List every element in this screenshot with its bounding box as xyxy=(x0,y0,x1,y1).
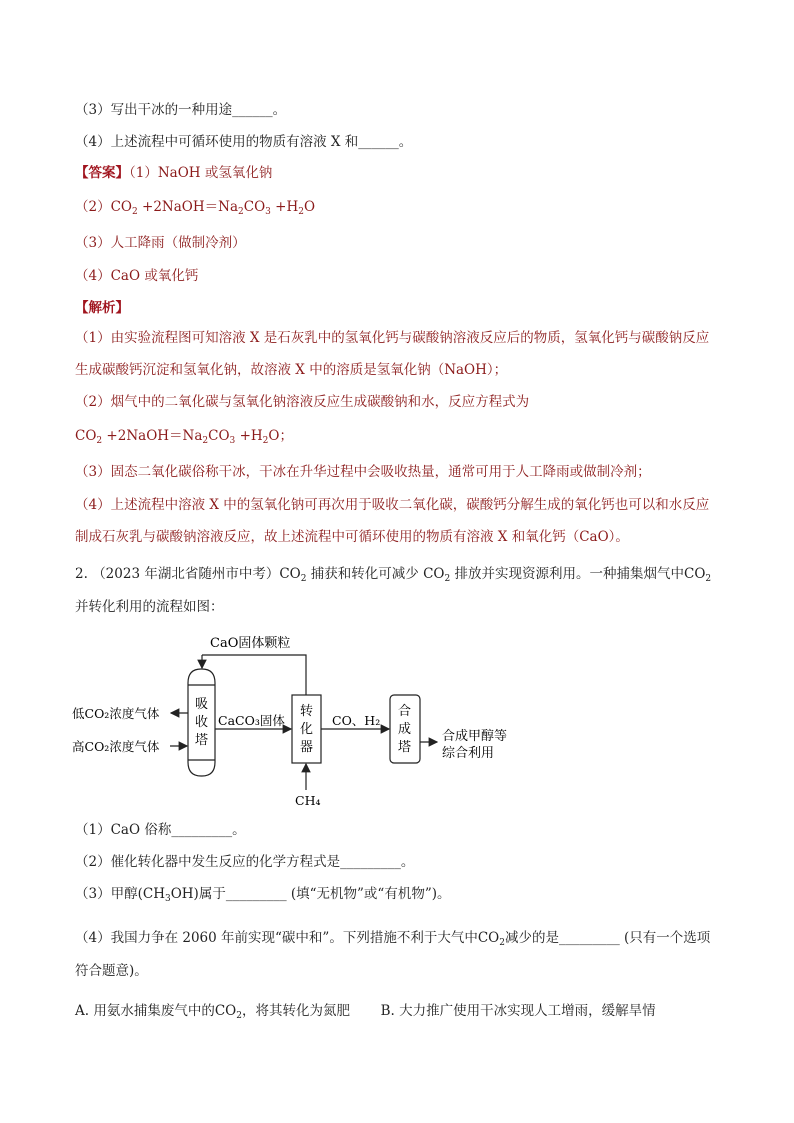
q2-sub3-b: )属于_________ (填“无机物”或“有机物”)。 xyxy=(193,886,451,902)
label-cao: CaO固体颗粒 xyxy=(210,636,291,651)
q1-part4: （4）上述流程中可循环使用的物质有溶液 X 和______。 xyxy=(75,134,413,150)
q2-intro-line1: 2. （2023 年湖北省随州市中考）$CO_2$ 捕获和转化可减少 $CO_2$ 排放并实现资源利用。一种捕集烟气中$CO_2$ xyxy=(75,566,712,584)
answer-label: 【答案】 xyxy=(75,165,129,181)
absorber-char-3: 塔 xyxy=(195,733,209,748)
q2-intro-b: 排放并实现资源利用。一种捕集烟气中 xyxy=(454,566,685,582)
label-co-h2: CO、H₂ xyxy=(332,713,381,728)
synth-char-1: 合 xyxy=(398,704,412,719)
analysis-1b: 生成碳酸钙沉淀和氢氧化钠，故溶液 X 中的溶质是氢氧化钠（NaOH）； xyxy=(75,362,508,378)
q2-sub3: （3）甲醇$(CH_3OH)$属于_________ (填“无机物”或“有机物”)。 xyxy=(75,886,451,904)
analysis-3: （3）固态二氧化碳俗称干冰，干冰在升华过程中会吸收热量，通常可用于人工降雨或做制冷剂； xyxy=(75,464,651,480)
analysis-1a: （1）由实验流程图可知溶液 X 是石灰乳中的氢氧化钙与碳酸钠溶液反应后的物质，氢氧化钙与碳酸钠反应 xyxy=(75,330,710,346)
label-caco3: CaCO₃固体 xyxy=(218,713,285,728)
analysis-4a: （4）上述流程中溶液 X 中的氢氧化钠可再次用于吸收二氧化碳，碳酸钙分解生成的氧化钙也可以和水反应 xyxy=(75,497,710,513)
answer-2-prefix: （2） xyxy=(75,199,111,215)
flow-diagram xyxy=(70,625,540,810)
label-low-gas: 低CO₂浓度气体 xyxy=(72,706,160,721)
q2-sub4-line1: （4）我国力争在 2060 年前实现“碳中和”。下列措施不利于大气中$CO_2$减少的是_________ (只有一个选项 xyxy=(75,930,711,948)
q2-source: （2023 年湖北省随州市中考） xyxy=(92,566,280,582)
label-high-gas: 高CO₂浓度气体 xyxy=(72,739,160,754)
analysis-4b: 制成石灰乳与碳酸钠溶液反应，故上述流程中可循环使用的物质有溶液 X 和氧化钙（CaO）。 xyxy=(75,529,629,545)
q2-sub1: （1）CaO 俗称_________。 xyxy=(75,822,246,838)
converter-char-3: 器 xyxy=(300,740,314,755)
analysis-label: 【解析】 xyxy=(75,300,129,316)
q2-sub3-a: （3）甲醇( xyxy=(75,886,143,902)
label-ch4: CH₄ xyxy=(295,793,321,808)
option-a-b: ，将其转化为氮肥 xyxy=(241,1003,350,1019)
synth-char-3: 塔 xyxy=(398,740,412,755)
q2-sub4-line2: 符合题意)。 xyxy=(75,963,148,979)
option-b: B. 大力推广使用干冰实现人工增雨，缓解旱情 xyxy=(380,1003,656,1019)
q2-number: 2. xyxy=(75,566,88,582)
q2-sub4-b: 减少的是_________ (只有一个选项 xyxy=(504,930,711,946)
q2-options: A. 用氨水捕集废气中的$CO_2$，将其转化为氮肥 B. 大力推广使用干冰实现人工增雨，缓解旱情 xyxy=(75,1003,656,1021)
q2-intro-a: 捕获和转化可减少 xyxy=(310,566,419,582)
label-product-2: 综合利用 xyxy=(442,746,495,761)
analysis-2a: （2）烟气中的二氧化碳与氢氧化钠溶液反应生成碳酸钠和水，反应方程式为 xyxy=(75,394,530,410)
q1-part3: （3）写出干冰的一种用途______。 xyxy=(75,102,287,118)
q2-sub2: （2）催化转化器中发生反应的化学方程式是_________。 xyxy=(75,854,415,870)
converter-char-1: 转 xyxy=(300,704,314,719)
label-product-1: 合成甲醇等 xyxy=(442,729,508,744)
synth-char-2: 成 xyxy=(398,722,412,737)
q2-intro-line2: 并转化利用的流程如图： xyxy=(75,599,224,615)
answer-line-2 xyxy=(75,197,734,217)
analysis-2-equation: $CO_2$ $+2NaOH=Na_2CO_3 +H_2O$； xyxy=(75,428,293,446)
answer-2-equation: $CO_2$ $+2NaOH=Na_2CO_3 +H_2O$ xyxy=(110,199,316,217)
q2-sub4-a: （4）我国力争在 2060 年前实现“碳中和”。下列措施不利于大气中 xyxy=(75,930,478,946)
answer-1: （1）NaOH 或氢氧化钠 xyxy=(129,165,273,181)
absorber-char-2: 收 xyxy=(195,715,209,730)
answer-line-1 xyxy=(75,163,734,183)
answer-3: （3）人工降雨（做制冷剂） xyxy=(75,235,246,251)
option-a-a: A. 用氨水捕集废气中的 xyxy=(75,1003,215,1019)
converter-char-2: 化 xyxy=(300,722,314,737)
answer-4: （4）CaO 或氧化钙 xyxy=(75,268,199,284)
absorber-char-1: 吸 xyxy=(195,697,209,712)
